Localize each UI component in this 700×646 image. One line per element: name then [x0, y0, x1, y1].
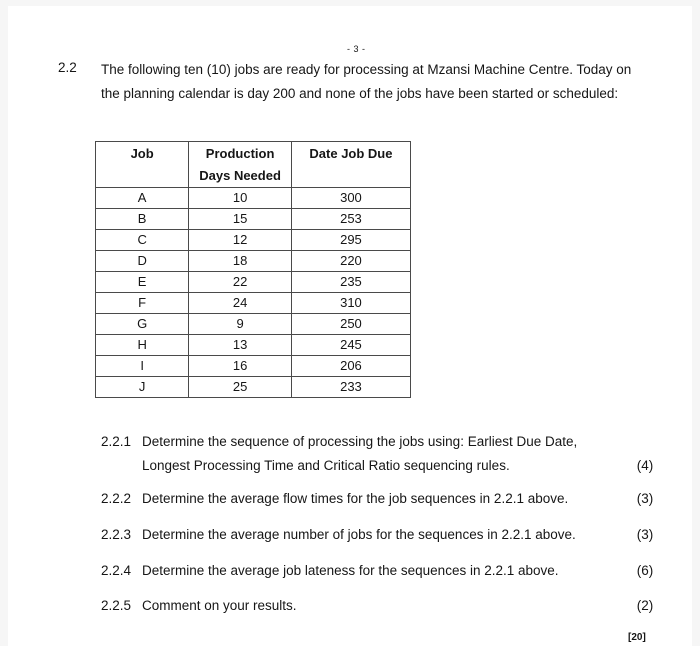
- cell-job: H: [96, 335, 189, 356]
- subquestion-text: Determine the average job lateness for the sequences in 2.2.1 above.: [142, 563, 559, 578]
- cell-production: 12: [189, 230, 292, 251]
- cell-due: 295: [291, 230, 410, 251]
- cell-production: 22: [189, 272, 292, 293]
- cell-job: I: [96, 356, 189, 377]
- jobs-table: [95, 141, 411, 398]
- cell-production: 24: [189, 293, 292, 314]
- table-row: [96, 230, 411, 251]
- page-number: - 3 -: [347, 44, 366, 54]
- cell-production: 15: [189, 209, 292, 230]
- header-job: Job: [96, 142, 189, 188]
- marks-2-2-2: (3): [636, 491, 654, 506]
- marks-2-2-3: (3): [636, 527, 654, 542]
- table-row: [96, 209, 411, 230]
- cell-job: D: [96, 251, 189, 272]
- cell-job: E: [96, 272, 189, 293]
- marks-2-2-1: (4): [636, 458, 654, 473]
- table-row: [96, 356, 411, 377]
- subquestion-number: 2.2.3: [101, 527, 132, 542]
- cell-due: 245: [291, 335, 410, 356]
- subquestion-2-2-1: [101, 430, 611, 478]
- cell-due: 206: [291, 356, 410, 377]
- cell-production: 18: [189, 251, 292, 272]
- total-marks: [20]: [628, 632, 646, 643]
- cell-production: 25: [189, 377, 292, 398]
- table-row: [96, 272, 411, 293]
- subquestion-number: 2.2.1: [101, 434, 132, 449]
- cell-due: 250: [291, 314, 410, 335]
- cell-job: B: [96, 209, 189, 230]
- table-row: [96, 251, 411, 272]
- subquestion-text: Comment on your results.: [142, 598, 297, 613]
- subquestion-text: Determine the sequence of processing the jobs using: Earliest Due Date, Longest Processing Time and Critical Ratio sequencing rules.: [142, 434, 578, 473]
- cell-due: 233: [291, 377, 410, 398]
- cell-due: 300: [291, 188, 410, 209]
- cell-job: J: [96, 377, 189, 398]
- subquestion-number: 2.2.2: [101, 491, 132, 506]
- marks-2-2-4: (6): [636, 563, 654, 578]
- subquestion-2-2-3: [101, 523, 611, 547]
- table-row: [96, 293, 411, 314]
- subquestion-2-2-4: [101, 559, 611, 583]
- subquestion-2-2-2: [101, 487, 611, 511]
- cell-job: C: [96, 230, 189, 251]
- cell-production: 16: [189, 356, 292, 377]
- cell-job: G: [96, 314, 189, 335]
- cell-due: 310: [291, 293, 410, 314]
- question-intro: The following ten (10) jobs are ready for processing at Mzansi Machine Centre. Today on the planning calendar is day 200 and none of the jobs have been started or scheduled:: [101, 62, 632, 101]
- subquestion-2-2-5: [101, 594, 611, 618]
- marks-2-2-5: (2): [636, 598, 654, 613]
- question-number: 2.2: [58, 60, 77, 75]
- subquestion-text: Determine the average flow times for the job sequences in 2.2.1 above.: [142, 491, 569, 506]
- table-header-row: [96, 142, 411, 188]
- cell-production: 10: [189, 188, 292, 209]
- cell-due: 220: [291, 251, 410, 272]
- table-row: [96, 314, 411, 335]
- cell-job: F: [96, 293, 189, 314]
- cell-job: A: [96, 188, 189, 209]
- cell-due: 253: [291, 209, 410, 230]
- header-production-days: Production Days Needed: [189, 142, 292, 188]
- table-row: [96, 377, 411, 398]
- subquestion-text: Determine the average number of jobs for the sequences in 2.2.1 above.: [142, 527, 576, 542]
- table-row: [96, 188, 411, 209]
- cell-due: 235: [291, 272, 410, 293]
- subquestion-number: 2.2.4: [101, 563, 132, 578]
- cell-production: 13: [189, 335, 292, 356]
- subquestion-number: 2.2.5: [101, 598, 132, 613]
- table-row: [96, 335, 411, 356]
- cell-production: 9: [189, 314, 292, 335]
- header-date-due: Date Job Due: [291, 142, 410, 188]
